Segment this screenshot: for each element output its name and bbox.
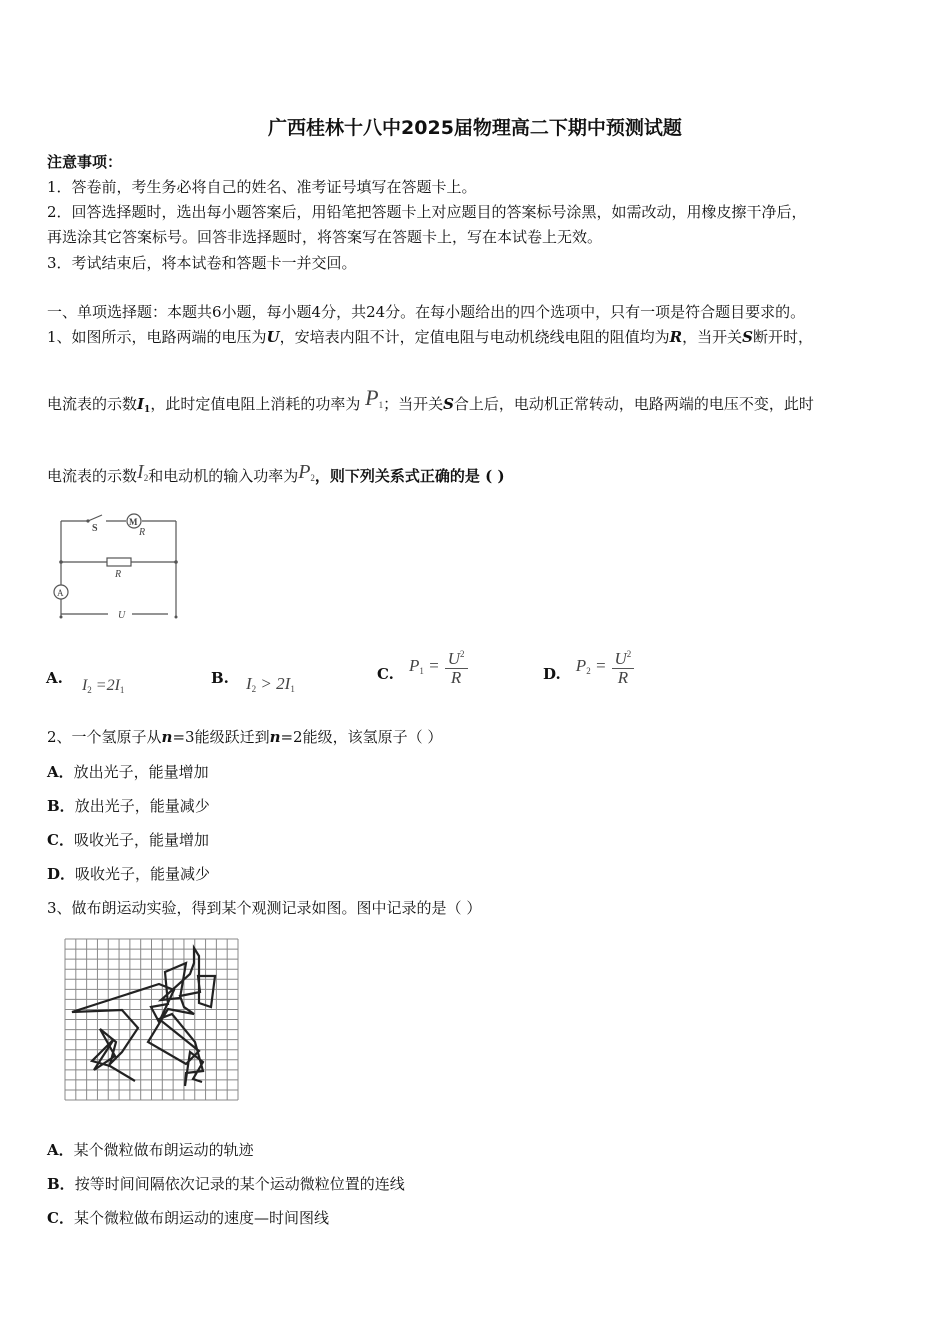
q2-option-c[interactable]: C．吸收光子，能量增加 bbox=[47, 831, 209, 849]
q2-option-a[interactable]: A．放出光子，能量增加 bbox=[47, 763, 209, 781]
q1-line1: 1、如图所示，电路两端的电压为U，安培表内阻不计，定值电阻与电动机绕线电阻的阻值均为R，当开关S断开时， bbox=[47, 328, 813, 346]
circuit-label-u: U bbox=[118, 610, 126, 621]
notice-item-2: 2．回答选择题时，选出每小题答案后，用铅笔把答题卡上对应题目的答案标号涂黑，如需改动，用橡皮擦干净后， bbox=[47, 203, 807, 221]
circuit-label-motor-r: R bbox=[139, 527, 146, 538]
q1-line3: 电流表的示数$I_2$和电动机的输入功率为$P_2$，则下列关系式正确的是 ( ) bbox=[47, 461, 505, 485]
q1-option-d[interactable]: D. $P_2$ = $\frac{U^2}{R}$ bbox=[543, 645, 634, 687]
formula-i2: $I_2$ bbox=[137, 461, 149, 483]
notice-item-2-cont: 再选涂其它答案标号。回答非选择题时，将答案写在答题卡上，写在本试卷上无效。 bbox=[47, 228, 603, 246]
formula-p1: $P_1$ bbox=[365, 385, 384, 410]
section-heading: 一、单项选择题：本题共6小题，每小题4分，共24分。在每小题给出的四个选项中，只有一项是符合题目要求的。 bbox=[47, 303, 806, 321]
q1-line2: 电流表的示数$I_1$，此时定值电阻上消耗的功率为 $P_1$；当开关S合上后，电动机正常转动，电路两端的电压不变，此时 bbox=[47, 385, 814, 415]
q3-option-c[interactable]: C．某个微粒做布朗运动的速度—时间图线 bbox=[47, 1209, 329, 1227]
q2-option-d[interactable]: D．吸收光子，能量减少 bbox=[47, 865, 211, 883]
circuit-label-a: A bbox=[57, 588, 64, 598]
formula-p2: $P_2$ bbox=[298, 461, 315, 483]
q1-option-b[interactable]: B. $I_2 > 2I_1$ bbox=[211, 669, 295, 694]
page-title: 广西桂林十八中2025届物理高二下期中预测试题 bbox=[268, 117, 682, 139]
circuit-label-m: M bbox=[129, 517, 138, 527]
q3-option-b[interactable]: B．按等时间间隔依次记录的某个运动微粒位置的连线 bbox=[47, 1175, 405, 1193]
circuit-label-s: S bbox=[92, 523, 98, 534]
notice-item-1: 1．答卷前，考生务必将自己的姓名、准考证号填写在答题卡上。 bbox=[47, 178, 477, 196]
q1-option-c[interactable]: C. $P_1$ = $\frac{U^2}{R}$ bbox=[377, 645, 468, 687]
notice-item-3: 3．考试结束后，将本试卷和答题卡一并交回。 bbox=[47, 254, 357, 272]
brownian-motion-figure bbox=[62, 936, 242, 1104]
circuit-diagram bbox=[50, 505, 185, 625]
q2-option-b[interactable]: B．放出光子，能量减少 bbox=[47, 797, 210, 815]
notice-heading: 注意事项： bbox=[47, 153, 123, 171]
q1-option-a[interactable]: A. $I_2 =2I_1$ bbox=[46, 669, 125, 695]
q3-option-a[interactable]: A．某个微粒做布朗运动的轨迹 bbox=[47, 1141, 254, 1159]
q3-stem: 3、做布朗运动实验，得到某个观测记录如图。图中记录的是（ ） bbox=[47, 899, 482, 917]
circuit-label-r: R bbox=[115, 569, 122, 580]
grid bbox=[65, 939, 238, 1100]
q2-stem: 2、一个氢原子从n=3能级跃迁到n=2能级，该氢原子（ ） bbox=[47, 728, 443, 746]
